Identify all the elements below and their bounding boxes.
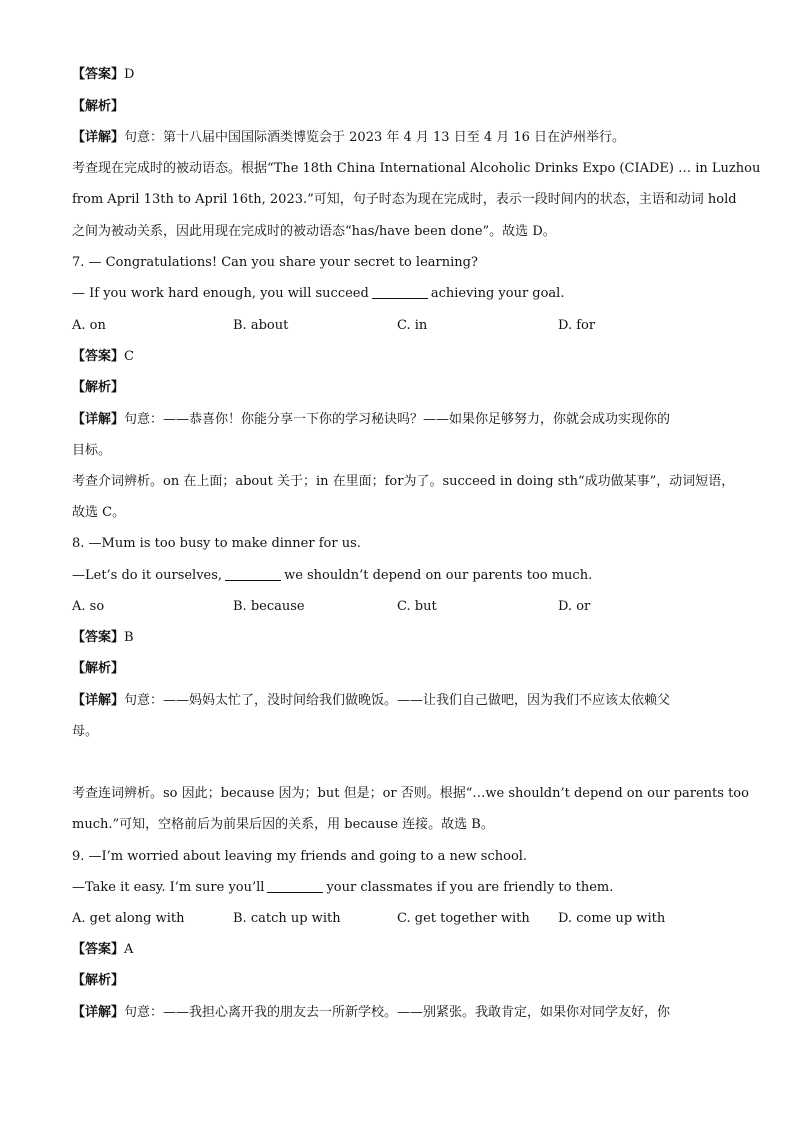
option-c: C. but <box>397 599 437 614</box>
detail-text: 句意：——妈妈太忙了，没时间给我们做晚饭。——让我们自己做吧，因为我们不应该太依赖父 <box>124 693 671 708</box>
explanation-line: from April 13th to April 16th, 2023.”可知，句子时态为现在完成时，表示一段时间内的状态，主语和动词 hold <box>72 192 737 207</box>
sentence-after-blank: your classmates if you are friendly to them. <box>326 880 614 895</box>
answer-label: 【答案】 <box>72 942 125 957</box>
answer-blank <box>225 565 281 581</box>
detail-label: 【详解】 <box>72 693 125 708</box>
explanation-line: much.”可知，空格前后为前果后因的关系，用 because 连接。故选 B。 <box>72 817 494 832</box>
sentence-after-blank: we shouldn’t depend on our parents too much. <box>284 568 593 583</box>
explanation-line: 之间为被动关系，因此用现在完成时的被动语态“has/have been done”。故选 D。 <box>72 224 556 239</box>
answer-label: 【答案】 <box>72 349 125 364</box>
option-a: A. on <box>72 318 106 333</box>
question-9-options <box>72 908 722 930</box>
detail-line <box>72 409 722 431</box>
explanation-line: 故选 C。 <box>72 505 126 520</box>
option-d: D. come up with <box>558 911 666 926</box>
option-a: A. so <box>72 599 105 614</box>
analysis-label: 【解析】 <box>72 99 125 114</box>
question-8-response <box>72 565 722 587</box>
analysis-heading <box>72 377 722 399</box>
explanation-line: 考查连词辨析。so 因此；because 因为；but 但是；or 否则。根据“…we shouldn’t depend on our parents too <box>72 786 749 801</box>
answer-blank <box>372 283 428 299</box>
option-b: B. catch up with <box>233 911 341 926</box>
answer-line <box>72 346 722 368</box>
option-b: B. because <box>233 599 305 614</box>
detail-text: 句意：——恭喜你！你能分享一下你的学习秘诀吗？——如果你足够努力，你就会成功实现你的 <box>124 412 671 427</box>
answer-value: D <box>124 67 135 82</box>
detail-line <box>72 1002 722 1024</box>
option-b: B. about <box>233 318 289 333</box>
detail-label: 【详解】 <box>72 130 125 145</box>
explanation-line: 母。 <box>72 724 99 739</box>
detail-line <box>72 127 722 149</box>
answer-line <box>72 627 722 649</box>
question-8-options <box>72 596 722 618</box>
analysis-heading <box>72 970 722 992</box>
sentence-after-blank: achieving your goal. <box>430 286 565 301</box>
answer-blank <box>267 877 323 893</box>
sentence-before-blank: —Let’s do it ourselves, <box>72 568 223 583</box>
option-d: D. for <box>558 318 596 333</box>
detail-text: 句意：第十八届中国国际酒类博览会于 2023 年 4 月 13 日至 4 月 16 日在泸州举行。 <box>124 130 626 145</box>
explanation-line: 目标。 <box>72 443 112 458</box>
option-c: C. get together with <box>397 911 530 926</box>
explanation-line: 考查介词辨析。on 在上面；about 关于；in 在里面；for为了。succeed in doing sth“成功做某事”，动词短语， <box>72 474 735 489</box>
answer-value: C <box>124 349 134 364</box>
analysis-label: 【解析】 <box>72 973 125 988</box>
answer-label: 【答案】 <box>72 67 125 82</box>
question-9-prompt: 9. —I’m worried about leaving my friends and going to a new school. <box>72 849 528 864</box>
sentence-before-blank: — If you work hard enough, you will succeed <box>72 286 369 301</box>
option-a: A. get along with <box>72 911 185 926</box>
question-7-options <box>72 315 722 337</box>
explanation-line: 考查现在完成时的被动语态。根据“The 18th China International Alcoholic Drinks Expo (CIADE) … in Luzhou <box>72 161 761 176</box>
question-7-response <box>72 283 722 305</box>
answer-value: B <box>124 630 134 645</box>
answer-label: 【答案】 <box>72 630 125 645</box>
answer-line <box>72 64 722 86</box>
detail-label: 【详解】 <box>72 1005 125 1020</box>
analysis-label: 【解析】 <box>72 380 125 395</box>
question-9-response <box>72 877 722 899</box>
question-7-prompt: 7. — Congratulations! Can you share your secret to learning? <box>72 255 478 270</box>
question-8-prompt: 8. —Mum is too busy to make dinner for us. <box>72 536 361 551</box>
option-d: D. or <box>558 599 591 614</box>
analysis-label: 【解析】 <box>72 661 125 676</box>
sentence-before-blank: —Take it easy. I’m sure you’ll <box>72 880 265 895</box>
detail-text: 句意：——我担心离开我的朋友去一所新学校。——别紧张。我敢肯定，如果你对同学友好，你 <box>124 1005 671 1020</box>
answer-line <box>72 939 722 961</box>
detail-line <box>72 690 722 712</box>
answer-value: A <box>124 942 134 957</box>
option-c: C. in <box>397 318 428 333</box>
detail-label: 【详解】 <box>72 412 125 427</box>
analysis-heading <box>72 658 722 680</box>
analysis-heading <box>72 96 722 118</box>
